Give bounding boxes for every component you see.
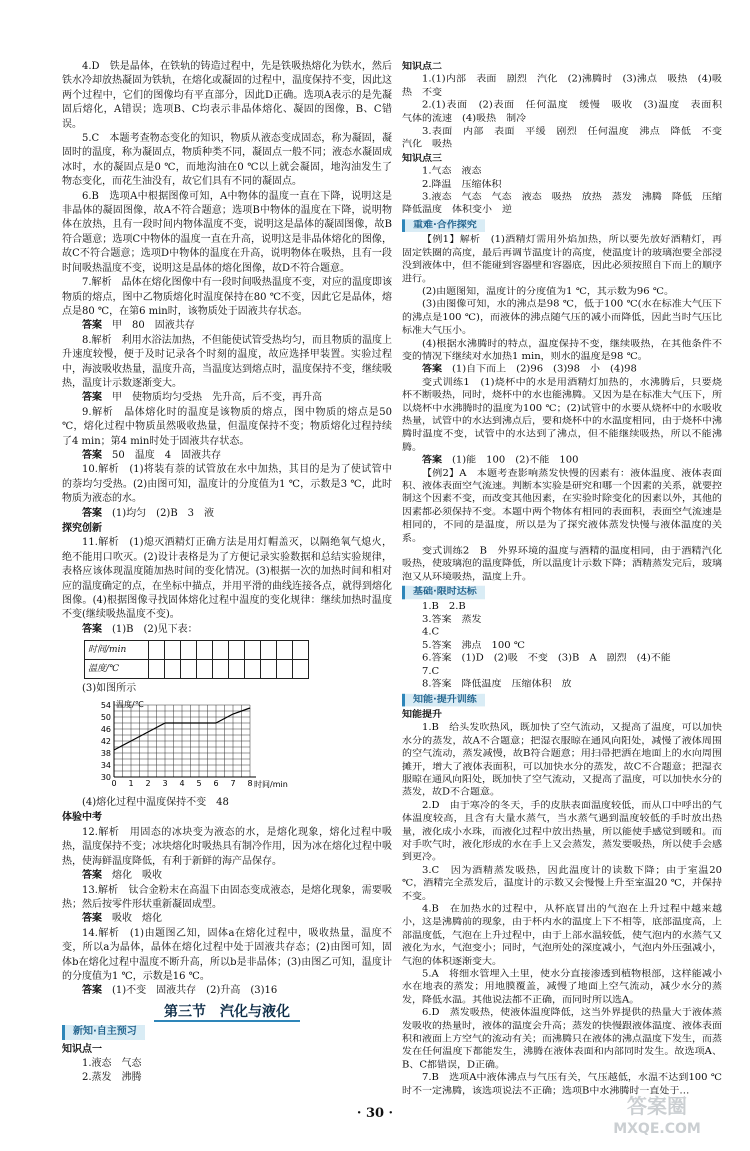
paragraph: 14.解析 (1)由题图乙知，固体a在熔化过程中，吸收热量，温度不变，所以a为晶体，晶体在熔化过程中处于固液共存态；(2)由图可知，固体b在熔化过程中温度不断升高，所以b是非晶体；(3)由图乙可知，温度计的分度值为1 ℃，示数是16 ℃。 <box>62 927 392 982</box>
paragraph: 1.(1)内部 表面 剧烈 汽化 (2)沸腾时 (3)沸点 吸热 (4)吸热 不变 <box>402 74 722 98</box>
x-tick-label: 6 <box>213 778 219 788</box>
paragraph: 3.答案 蒸发 <box>422 614 482 625</box>
paragraph: 9.解析 晶体熔化时的温度是该物质的熔点，图中物质的熔点是50 ℃，熔化过程中物质虽然吸收热量，但温度保持不变；物质熔化过程持续了4 min；第4 min时处于固液共存状态。 <box>62 406 392 447</box>
paragraph: 10.解析 (1)将装有萘的试管放在水中加热，其目的是为了使试管中的萘均匀受热。(2)由图可知，温度计的分度值为1 ℃，示数是3 ℃，此时物质为液态的水。 <box>62 464 392 505</box>
paragraph: (4)根据水沸腾时的特点，温度保持不变，继续吸热，在其他条件不变的情况下继续对水加热1 min，则水的温度是98 ℃。 <box>402 338 722 362</box>
answer-key: 答案 <box>82 320 102 332</box>
watermark-logo <box>582 1091 732 1139</box>
y-tick-label: 42 <box>100 736 111 746</box>
paragraph: 3.表面 内部 表面 平缓 剧烈 任何温度 沸点 降低 不变 汽化 吸热 <box>402 126 732 150</box>
x-tick-label: 4 <box>179 778 185 788</box>
paragraph: 13.解析 钛合金粉末在高温下由固态变成液态，是熔化现象，需要吸热；然后按零件形状重新凝固成型。 <box>62 884 392 910</box>
table-cell <box>213 660 229 679</box>
paragraph: (4)熔化过程中温度保持不变 48 <box>82 797 229 809</box>
answer-key: 答案 <box>82 913 102 925</box>
paragraph: 5.A 将细水管埋入土里，使水分直接渗透到植物根部，这样能减小水在地表的蒸发；用地膜覆盖，减慢了地面上空气流动，减少水分的蒸发，降低水温。其他说法都不正确，而同时所以选A。 <box>402 969 722 1006</box>
subheading: 探究创新 <box>62 523 102 534</box>
answer-line <box>62 449 392 463</box>
table-header-cell: 时间/min <box>85 641 149 660</box>
y-tick-label: 46 <box>100 724 111 734</box>
table-cell <box>293 641 309 660</box>
x-tick-label: 5 <box>196 778 202 788</box>
paragraph: 3.C 因为酒精蒸发吸热，因此温度计的读数下降；由于室温20 ℃，酒精完全蒸发后，温度计的示数又会慢慢上升至室温20 ℃，并保持不变。 <box>402 865 722 902</box>
table-row <box>85 660 309 679</box>
table-cell <box>277 641 293 660</box>
timing-table <box>84 640 309 679</box>
table-cell <box>165 641 181 660</box>
section-banner: 知能·提升训练 <box>402 693 485 706</box>
section-banner-wrap <box>62 1023 392 1041</box>
paragraph: 8.答案 降低温度 压缩体积 放 <box>422 679 572 690</box>
table-cell <box>181 641 197 660</box>
y-axis-label: 温度/℃ <box>116 699 144 709</box>
answer-key: 答案 <box>422 364 442 375</box>
paragraph: 2.D 由于寒冷的冬天，手的皮肤表面温度较低，而从口中呼出的气体温度较高，且含有大量水蒸气，当水蒸气遇到温度较低的手时放出热量，液化成小水珠，而液化过程中放出热量，所以能使手感觉到暖和。而对手吹气时，液化形成的水在手上又会蒸发，蒸发要吸热，所以使手会感到更冷。 <box>402 800 722 863</box>
paragraph: 6.D 蒸发吸热，使液体温度降低，这当外界提供的热量大于液体蒸发吸收的热量时，液体的温度会升高；蒸发的快慢跟液体温度、液体表面积和液面上方空气的流动有关；而沸腾只在液体的沸点温度下发生，而蒸发在任何温度下都能发生，沸腾在液体表面和内部同时发生。故选项A、B、C都错误，D正确。 <box>402 1008 722 1071</box>
subheading: 知能提升 <box>402 709 442 720</box>
paragraph: 变式训练2 B 外界环境的温度与酒精的温度相同，由于酒精汽化吸热，使玻璃泡的温度降低，所以温度计示数下降；酒精蒸发完后，玻璃泡又从环境吸热，温度上升。 <box>402 546 722 583</box>
x-tick-label: 8 <box>247 778 253 788</box>
section-banner-wrap <box>402 217 722 234</box>
paragraph: (3)如图所示 <box>82 683 137 695</box>
table-cell <box>245 660 261 679</box>
paragraph: 7.解析 晶体在熔化图像中有一段时间吸热温度不变，对应的温度即该物质的熔点，图中乙物质熔化时温度保持在80 ℃不变，因此它是晶体，熔点是80 ℃，在第6 min时，该物质处于固液共存状态。 <box>62 277 392 317</box>
subheading: 知识点二 <box>402 61 442 72</box>
subheading: 体验中考 <box>62 812 102 824</box>
section-banner-wrap <box>402 692 722 709</box>
answer-key: 答案 <box>82 392 102 404</box>
answer-key: 答案 <box>422 455 442 466</box>
answer-line <box>62 623 392 637</box>
answer-value: (1)B (2)见下表： <box>102 623 198 635</box>
x-tick-label: 2 <box>145 778 151 788</box>
paragraph: (2)由题图知，温度计的分度值为1 ℃，其示数为96 ℃。 <box>422 286 674 297</box>
table-cell <box>197 641 213 660</box>
answer-value: 甲 使物质均匀受热 先升高，后不变，再升高 <box>102 392 322 404</box>
paragraph: (3)由图像可知，水的沸点是98 ℃，低于100 ℃(水在标准大气压下的沸点是100 ℃)，而液体的沸点随气压的减小而降低，因此当时气压比标准大气压小。 <box>402 299 722 336</box>
table-cell <box>213 641 229 660</box>
table-header-cell: 温度/℃ <box>85 660 149 679</box>
section-banner: 新知·自主预习 <box>62 1025 145 1039</box>
table-cell <box>245 641 261 660</box>
section-title <box>62 1005 392 1019</box>
table-cell <box>261 641 277 660</box>
section-title-text: 第三节 汽化与液化 <box>154 1004 300 1022</box>
answer-key: 答案 <box>82 870 102 882</box>
x-tick-label: 1 <box>128 778 134 788</box>
table-cell <box>229 660 245 679</box>
svg-text:答案圈: 答案圈 <box>627 1094 687 1118</box>
paragraph: 变式训练1 (1)烧杯中的水是用酒精灯加热的，水沸腾后，只要烧杯不断吸热，同时，烧杯中的水也能沸腾。又因为是在标准大气压下，所以烧杯中水沸腾时的温度为100 ℃；(2)试管中的水要从烧杯中的水吸收热量，试管中的水达到沸点后，要和烧杯中的水温度相同，由于烧杯中沸腾时温度不变，试管中的水达到了沸点，但不能继续吸热，所以不能沸腾。 <box>402 377 722 453</box>
answer-line <box>62 319 392 333</box>
answer-key: 答案 <box>82 623 102 635</box>
table-row <box>85 641 309 660</box>
answer-line <box>62 869 392 883</box>
answer-line <box>62 984 392 998</box>
answer-line <box>62 391 392 405</box>
table-cell <box>149 660 165 679</box>
subheading: 知识点一 <box>62 1043 102 1055</box>
table-cell <box>197 660 213 679</box>
section-banner: 基础·限时达标 <box>402 586 485 599</box>
table-cell <box>149 641 165 660</box>
paragraph: 2.降温 压缩体积 <box>422 179 502 190</box>
page-number: · 30 · <box>356 1106 394 1121</box>
answer-line <box>62 912 392 926</box>
paragraph: 3.液态 气态 气态 液态 吸热 放热 蒸发 沸腾 降低 压缩 降低温度 体积变小 逆 <box>402 192 732 216</box>
answer-key: 答案 <box>82 449 102 461</box>
paragraph: 6.答案 (1)D (2)吸 不变 (3)B A 剧烈 (4)不能 <box>422 653 671 664</box>
paragraph: 1.液态 气态 <box>82 1057 142 1069</box>
paragraph: 11.解析 (1)熄灭酒精灯正确方法是用灯帽盖灭，以隔绝氧气熄火，绝不能用口吹灭。(2)设计表格是为了方便记录实验数据和总结实验规律，表格应该体现温度随加热时间的变化情况。(3)根据一次的加热时间和相对应的温度确定的点，在坐标中描点，并用平滑的曲线连接各点，就得到熔化图像。(4)根据图像寻找固体熔化过程中温度的变化规律：继续加热时温度不变(继续吸热温度不变)。 <box>62 537 392 621</box>
x-tick-label: 0 <box>111 778 117 788</box>
paragraph: 8.解析 利用水浴法加热，不但能使试管受热均匀，而且物质的温度上升速度较慢，便于及时记录各个时刻的温度，故应选择甲装置。实验过程中，海波吸收热量，温度升高，当温度达到熔点时，温度保持不变，继续吸热，温度计示数逐渐变大。 <box>62 334 392 389</box>
paragraph: 4.D 铁是晶体，在铁轨的铸造过程中，先是铁吸热熔化为铁水，然后铁水冷却放热凝固为铁轨，在熔化或凝固的过程中，温度保持不变，因此这两个过程中，它们的图像均有平直部分，因此D正确。选项A表示的是先凝固后熔化，A错误；选项B、C均表示非晶体熔化、凝固的图像，B、C错误。 <box>62 61 392 130</box>
answer-line <box>402 364 722 377</box>
answer-key: 答案 <box>82 507 102 519</box>
y-tick-label: 30 <box>100 772 111 782</box>
table-cell <box>261 660 277 679</box>
paragraph: 4.B 在加热水的过程中，从杯底冒出的气泡在上升过程中越来越小，这是沸腾前的现象，由于杯内水的温度上下不相等，底部温度高，上部温度低，气泡在上升过程中，由于上部水温较低，使气泡内的水蒸气又液化为水，气泡变小；同时，气泡所处的深度减小，气泡内外压强减小，气泡的体积逐渐变大。 <box>402 904 722 967</box>
answer-line <box>62 507 392 521</box>
x-tick-label: 3 <box>162 778 168 788</box>
y-tick-label: 38 <box>100 748 111 758</box>
table-cell <box>293 660 309 679</box>
table-cell <box>181 660 197 679</box>
paragraph: 2.蒸发 沸腾 <box>82 1072 142 1084</box>
paragraph: 1.气态 液态 <box>422 166 482 177</box>
section-banner-wrap <box>402 584 722 601</box>
answer-value: (1)均匀 (2)B 3 液 <box>102 507 215 519</box>
y-tick-label: 54 <box>100 700 111 710</box>
paragraph: 2.(1)表面 (2)表面 任何温度 缓慢 吸收 (3)温度 表面积 气体的流速 (4)吸热 制冷 <box>402 100 732 124</box>
paragraph: 1.B 2.B <box>422 601 466 612</box>
answer-value: 甲 80 固液共存 <box>102 320 195 332</box>
paragraph: 1.B 给头发吹热风，既加快了空气流动，又提高了温度，可以加快水分的蒸发，故A不合题意；把湿衣服晾在通风向阳处，减慢了液体周围的空气流动，蒸发减慢，故B符合题意；用扫帚把洒在地面上的水向周围摊开，增大了液体表面积，可以加快水分的蒸发，故C不合题意；把湿衣服晾在通风向阳处，既加快了空气流动，又提高了温度，可以加快水分的蒸发，故D不合题意。 <box>402 722 722 798</box>
x-tick-label: 7 <box>230 778 236 788</box>
paragraph: 【例1】解析 (1)酒精灯需用外焰加热，所以要先放好酒精灯，再固定铁圈的高度，最后再调节温度计的高度，使温度计的玻璃泡要全部浸没到液体中，但不能碰到容器壁和容器底，因此必须按照自下而上的顺序进行。 <box>402 234 722 284</box>
answer-value: 吸收 熔化 <box>102 913 162 925</box>
answer-value: 熔化 吸收 <box>102 870 162 882</box>
x-axis-label: 时间/min <box>254 779 288 789</box>
svg-text:MXQE.COM: MXQE.COM <box>613 1121 701 1137</box>
paragraph: 4.C <box>422 627 440 638</box>
right-column <box>402 60 732 1098</box>
answer-value: 50 温度 4 固液共存 <box>102 449 222 461</box>
paragraph: 【例2】A 本题考查影响蒸发快慢的因素有：液体温度、液体表面积、液体表面空气流速。判断本实验是研究和哪一个因素的关系，就要控制这个因素不变，而改变其他因素，在实验时除变化的因素以外，其他的因素都必须保持不变。本题中两个物体有相同的表面积，表面空气流速是相同的，不同的是温度，所以是为了探究液体蒸发快慢与液体温度的关系。 <box>402 468 722 544</box>
answer-value: (1)自下而上 (2)96 (3)98 小 (4)98 <box>442 364 637 375</box>
paragraph: 7.B 选项A中液体沸点与气压有关，气压越低，水温不达到100 ℃时不一定沸腾，该选项说法不正确；选项B中水沸腾时一直处于… <box>402 1073 722 1096</box>
left-column <box>62 60 392 1086</box>
answer-value: (1)不变 固液共存 (2)升高 (3)16 <box>102 985 278 997</box>
answer-line <box>402 455 722 468</box>
y-tick-label: 34 <box>100 760 111 770</box>
section-banner: 重难·合作探究 <box>402 219 485 232</box>
answer-value: (1)能 100 (2)不能 100 <box>442 455 579 466</box>
paragraph: 5.C 本题考查物态变化的知识，物质从液态变成固态，称为凝固，凝固时的温度，称为凝固点，物质种类不同，凝固点一般不同；液态水凝固成冰时，水的凝固点是0 ℃，而地沟油在0 ℃以上就会凝固，地沟油发生了物态变化，而花生油没有，故它们具有不同的凝固点。 <box>62 133 392 188</box>
paragraph: 7.C <box>422 666 440 677</box>
subheading: 知识点三 <box>402 153 442 164</box>
melting-chart <box>86 699 288 791</box>
paragraph: 12.解析 用固态的冰块变为液态的水，是熔化现象，熔化过程中吸热，温度保持不变；冰块熔化时吸热具有制冷作用，因为冰在熔化过程中吸热，使海鲜温度降低，有利于新鲜的海产品保存。 <box>62 826 392 867</box>
table-cell <box>229 641 245 660</box>
table-cell <box>165 660 181 679</box>
y-tick-label: 50 <box>100 712 111 722</box>
answer-key: 答案 <box>82 985 102 997</box>
table-cell <box>277 660 293 679</box>
paragraph: 5.答案 沸点 100 ℃ <box>422 640 525 651</box>
paragraph: 6.B 选项A中根据图像可知，A中物体的温度一直在下降，说明这是非晶体的凝固图像，故A不符合题意；选项B中物体的温度在下降，说明物体在放热，且有一段时间内物体温度不变，说明这是晶体的凝固图像，故B符合题意；选项C中物体的温度一直在升高，说明这是非晶体熔化的图像，故C不符合题意；选项D中物体的温度在升高，说明物体在吸热，且有一段时间吸热温度不变，说明这是晶体的熔化图像，故D不符合题意。 <box>62 190 392 274</box>
